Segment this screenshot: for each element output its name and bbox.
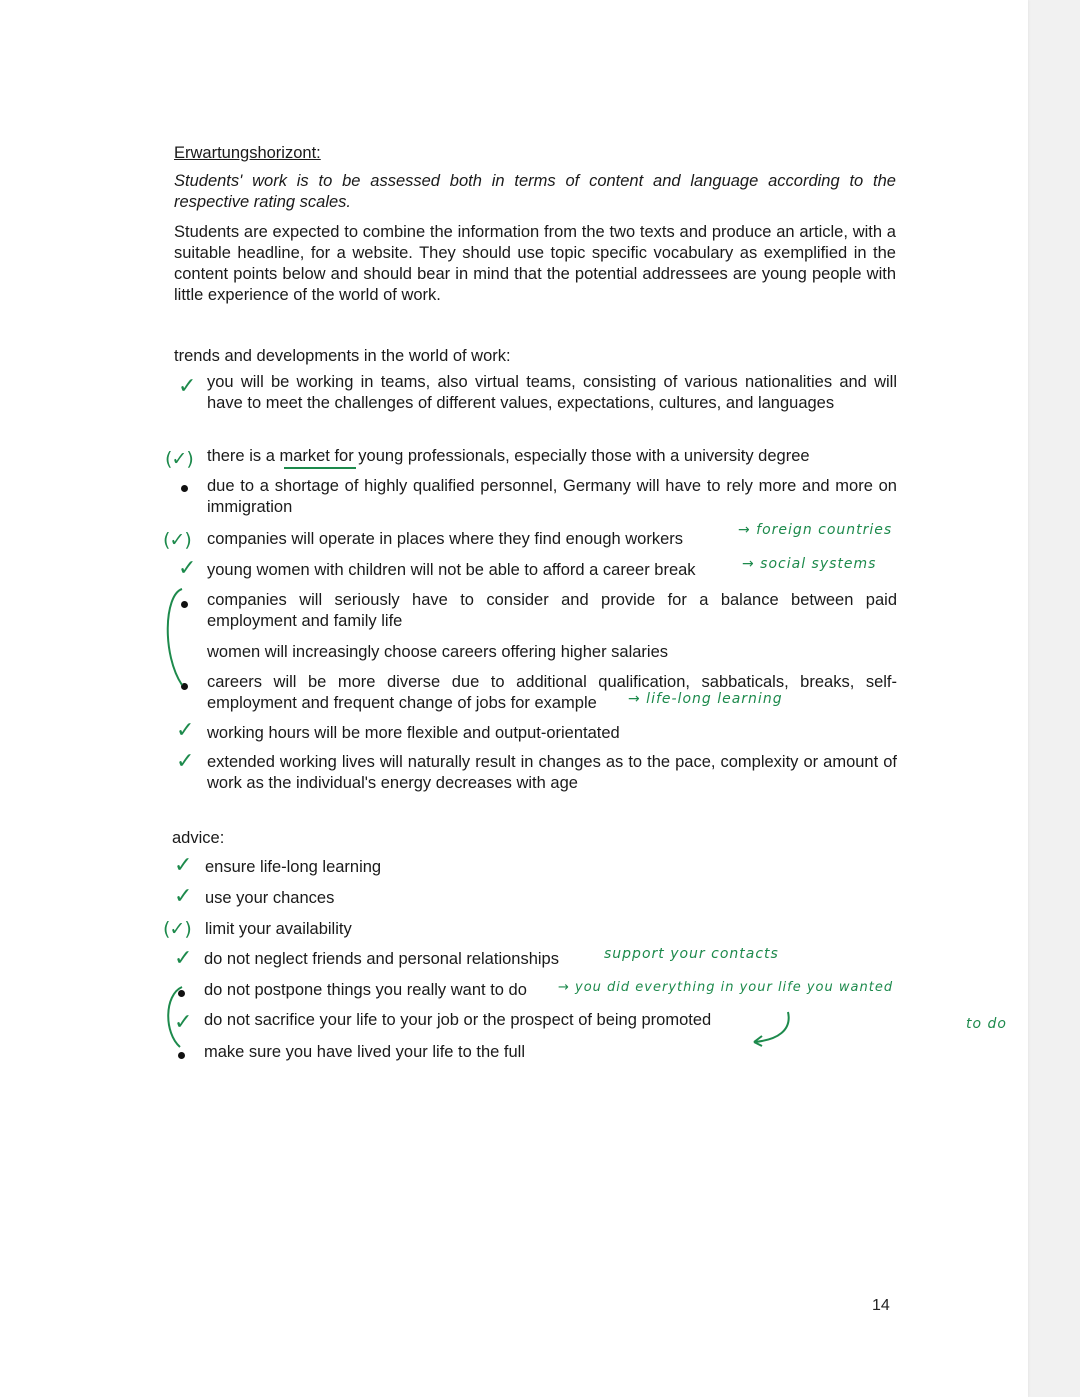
trend-item: extended working lives will naturally result in changes as to the pace, complexity or amount of work as the individual's energy decreases with age	[207, 753, 897, 792]
check-mark-icon: ✓	[174, 1010, 193, 1035]
annotation-to-do: to do	[966, 1016, 1007, 1032]
bracket-mark	[158, 585, 188, 695]
partial-check-icon: (✓)	[163, 529, 191, 551]
partial-check-icon: (✓)	[163, 918, 191, 940]
trend-item: careers will be more diverse due to additional qualification, sabbaticals, breaks, self-employment and frequent change of jobs for example	[207, 673, 897, 712]
arrow-mark	[748, 1010, 798, 1050]
advice-title: advice:	[172, 829, 225, 847]
annotation-support-contacts: support your contacts	[604, 946, 779, 962]
advice-item: do not neglect friends and personal relationships	[204, 950, 559, 968]
advice-item: ensure life-long learning	[205, 858, 382, 876]
underline-mark	[284, 467, 356, 469]
advice-item: limit your availability	[205, 920, 352, 938]
trend-item: there is a market for young professionals, especially those with a university degree	[207, 447, 810, 465]
advice-item: do not sacrifice your life to your job or the prospect of being promoted	[204, 1011, 712, 1029]
trend-item: companies will seriously have to consider and provide for a balance between paid employment and family life	[207, 591, 897, 630]
trend-item: you will be working in teams, also virtual teams, consisting of various nationalities and will have to meet the challenges of different values, expectations, cultures, and languages	[207, 373, 897, 412]
partial-check-icon: (✓)	[165, 448, 193, 470]
trend-item: working hours will be more flexible and output-orientated	[207, 724, 620, 742]
advice-item: use your chances	[205, 889, 335, 907]
advice-item: make sure you have lived your life to the full	[204, 1043, 526, 1061]
check-mark-icon: ✓	[178, 374, 197, 399]
trends-title: trends and developments in the world of work:	[174, 347, 511, 365]
check-mark-icon: ✓	[174, 884, 193, 909]
check-mark-icon: ✓	[174, 853, 193, 878]
trend-item: due to a shortage of highly qualified personnel, Germany will have to rely more and more on immigration	[207, 477, 897, 516]
page-number: 14	[872, 1297, 890, 1314]
annotation-social-systems: → social systems	[742, 556, 877, 572]
trend-item: women will increasingly choose careers offering higher salaries	[207, 643, 669, 661]
trend-item: companies will operate in places where they find enough workers	[207, 530, 684, 548]
annotation-life-long-learning: → life-long learning	[628, 691, 783, 707]
check-mark-icon: ✓	[176, 718, 195, 743]
check-mark-icon: ✓	[176, 749, 195, 774]
bracket-mark	[158, 985, 188, 1055]
advice-item: do not postpone things you really want to do	[204, 981, 527, 999]
check-mark-icon: ✓	[174, 946, 193, 971]
check-mark-icon: ✓	[178, 556, 197, 581]
annotation-foreign-countries: → foreign countries	[738, 522, 893, 538]
intro-italic: Students' work is to be assessed both in terms of content and language according to the respective rating scales.	[174, 172, 896, 211]
trend-item: young women with children will not be able to afford a career break	[207, 561, 696, 579]
page-heading: Erwartungshorizont:	[174, 144, 321, 162]
intro-body: Students are expected to combine the information from the two texts and produce an article, with a suitable headline, for a website. They should use topic specific vocabulary as exemplified in the content points below and should bear in mind that the potential addressees are young people with little experience of the world of work.	[174, 223, 896, 304]
bullet-icon	[181, 485, 188, 492]
annotation-did-everything: → you did everything in your life you wanted	[558, 980, 894, 995]
